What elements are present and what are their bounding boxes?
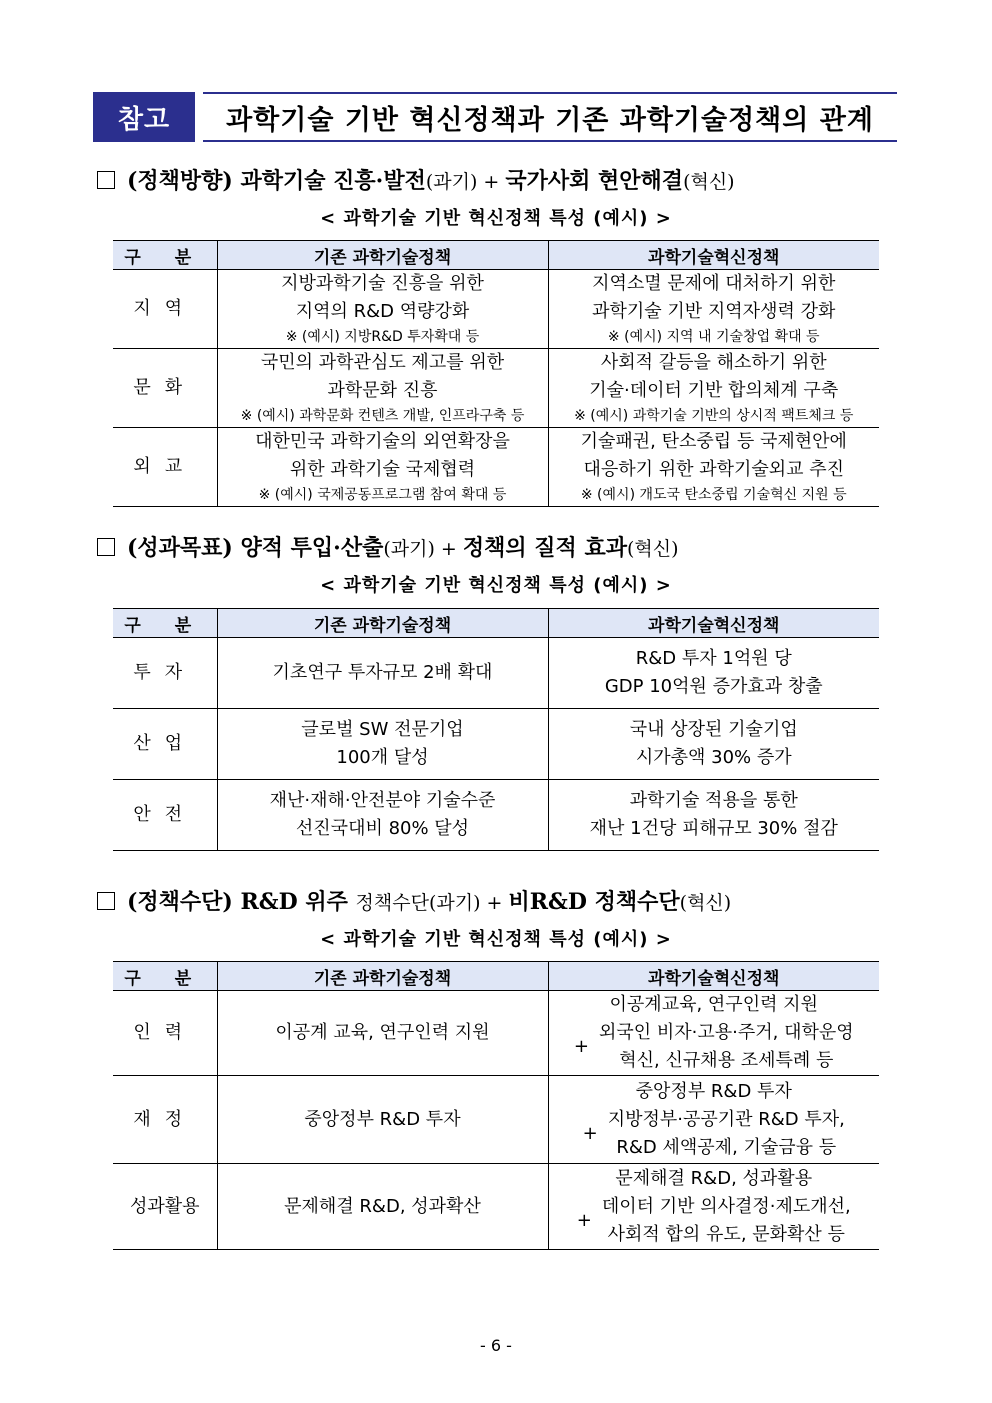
- table-caption: < 과학기술 기반 혁신정책 특성 (예시) >: [320, 929, 672, 950]
- example-note: ※ (예시) 지방R&D 투자확대 등: [285, 329, 480, 345]
- innovation-policy-cell: 이공계교육, 연구인력 지원 + 외국인 비자·고용·주거, 대학운영 혁신, 신규채용 조세특례 등: [548, 991, 879, 1076]
- innovation-policy-cell: R&D 투자 1억원 당 GDP 10억원 증가효과 창출: [548, 638, 879, 709]
- existing-policy-cell: 글로벌 SW 전문기업 100개 달성: [217, 709, 548, 780]
- page-number: - 6 -: [480, 1336, 512, 1355]
- plus-sign: +: [573, 1036, 589, 1057]
- row-label: 인력: [113, 991, 217, 1076]
- col-header-existing-policy: 기존 과학기술정책: [217, 241, 548, 270]
- row-label: 지역: [113, 270, 217, 349]
- table-row: [113, 270, 879, 349]
- existing-policy-cell: 문제해결 R&D, 성과확산: [217, 1164, 548, 1250]
- existing-policy-cell: 재난·재해·안전분야 기술수준 선진국대비 80% 달성: [217, 780, 548, 851]
- table-header-row: [113, 609, 879, 638]
- section-heading-policy-means: (정책수단) R&D 위주 정책수단(과기) + 비R&D 정책수단(혁신): [97, 885, 731, 916]
- table-row: [113, 1164, 879, 1250]
- table-header-row: [113, 962, 879, 991]
- innovation-policy-cell: 문제해결 R&D, 성과활용 + 데이터 기반 의사결정·제도개선, 사회적 합의 유도, 문화확산 등: [548, 1164, 879, 1250]
- reference-badge: 참고: [93, 92, 195, 142]
- col-header-category: 구 분: [113, 241, 217, 270]
- policy-direction-table: [113, 240, 879, 507]
- col-header-innovation-policy: 과학기술혁신정책: [548, 962, 879, 991]
- col-header-innovation-policy: 과학기술혁신정책: [548, 609, 879, 638]
- performance-goals-table: [113, 608, 879, 851]
- row-label: 성과활용: [113, 1164, 217, 1250]
- innovation-policy-cell: 기술패권, 탄소중립 등 국제현안에 대응하기 위한 과학기술외교 추진 ※ (예시) 개도국 탄소중립 기술혁신 지원 등: [548, 428, 879, 507]
- example-note: ※ (예시) 과학기술 기반의 상시적 팩트체크 등: [574, 408, 854, 424]
- row-label: 외교: [113, 428, 217, 507]
- checkbox-square-icon: [97, 171, 115, 189]
- example-note: ※ (예시) 과학문화 컨텐츠 개발, 인프라구축 등: [240, 408, 525, 424]
- checkbox-square-icon: [97, 892, 115, 910]
- row-label: 투자: [113, 638, 217, 709]
- existing-policy-cell: 국민의 과학관심도 제고를 위한 과학문화 진흥 ※ (예시) 과학문화 컨텐츠 개발, 인프라구축 등: [217, 349, 548, 428]
- title-bar: [93, 92, 897, 142]
- section-heading-performance-goals: (성과목표) 양적 투입·산출(과기) + 정책의 질적 효과(혁신): [97, 531, 679, 562]
- table-row: [113, 1076, 879, 1164]
- example-note: ※ (예시) 지역 내 기술창업 확대 등: [607, 329, 820, 345]
- plus-sign: +: [576, 1209, 592, 1231]
- section-heading-policy-direction: (정책방향) 과학기술 진흥·발전(과기) + 국가사회 현안해결(혁신): [97, 164, 735, 195]
- row-label: 산업: [113, 709, 217, 780]
- row-label: 재정: [113, 1076, 217, 1164]
- col-header-category: 구 분: [113, 609, 217, 638]
- table-row: [113, 638, 879, 709]
- existing-policy-cell: 대한민국 과학기술의 외연확장을 위한 과학기술 국제협력 ※ (예시) 국제공동프로그램 참여 확대 등: [217, 428, 548, 507]
- plus-sign: +: [582, 1122, 598, 1144]
- existing-policy-cell: 기초연구 투자규모 2배 확대: [217, 638, 548, 709]
- table-row: [113, 709, 879, 780]
- innovation-policy-cell: 중앙정부 R&D 투자 + 지방정부·공공기관 R&D 투자, R&D 세액공제, 기술금융 등: [548, 1076, 879, 1164]
- col-header-existing-policy: 기존 과학기술정책: [217, 609, 548, 638]
- row-label: 문화: [113, 349, 217, 428]
- existing-policy-cell: 중앙정부 R&D 투자: [217, 1076, 548, 1164]
- row-label: 안전: [113, 780, 217, 851]
- innovation-policy-cell: 사회적 갈등을 해소하기 위한 기술·데이터 기반 합의체계 구축 ※ (예시) 과학기술 기반의 상시적 팩트체크 등: [548, 349, 879, 428]
- table-row: [113, 428, 879, 507]
- example-note: ※ (예시) 국제공동프로그램 참여 확대 등: [258, 487, 507, 503]
- table-row: [113, 349, 879, 428]
- table-header-row: [113, 241, 879, 270]
- table-caption: < 과학기술 기반 혁신정책 특성 (예시) >: [320, 208, 672, 229]
- col-header-innovation-policy: 과학기술혁신정책: [548, 241, 879, 270]
- example-note: ※ (예시) 개도국 탄소중립 기술혁신 지원 등: [580, 487, 847, 503]
- col-header-category: 구 분: [113, 962, 217, 991]
- existing-policy-cell: 지방과학기술 진흥을 위한 지역의 R&D 역량강화 ※ (예시) 지방R&D 투자확대 등: [217, 270, 548, 349]
- checkbox-square-icon: [97, 538, 115, 556]
- table-row: [113, 780, 879, 851]
- innovation-policy-cell: 국내 상장된 기술기업 시가총액 30% 증가: [548, 709, 879, 780]
- table-caption: < 과학기술 기반 혁신정책 특성 (예시) >: [320, 575, 672, 596]
- existing-policy-cell: 이공계 교육, 연구인력 지원: [217, 991, 548, 1076]
- page-title: 과학기술 기반 혁신정책과 기존 과학기술정책의 관계: [203, 92, 897, 142]
- innovation-policy-cell: 과학기술 적용을 통한 재난 1건당 피해규모 30% 절감: [548, 780, 879, 851]
- policy-means-table: [113, 961, 879, 1250]
- table-row: [113, 991, 879, 1076]
- col-header-existing-policy: 기존 과학기술정책: [217, 962, 548, 991]
- innovation-policy-cell: 지역소멸 문제에 대처하기 위한 과학기술 기반 지역자생력 강화 ※ (예시) 지역 내 기술창업 확대 등: [548, 270, 879, 349]
